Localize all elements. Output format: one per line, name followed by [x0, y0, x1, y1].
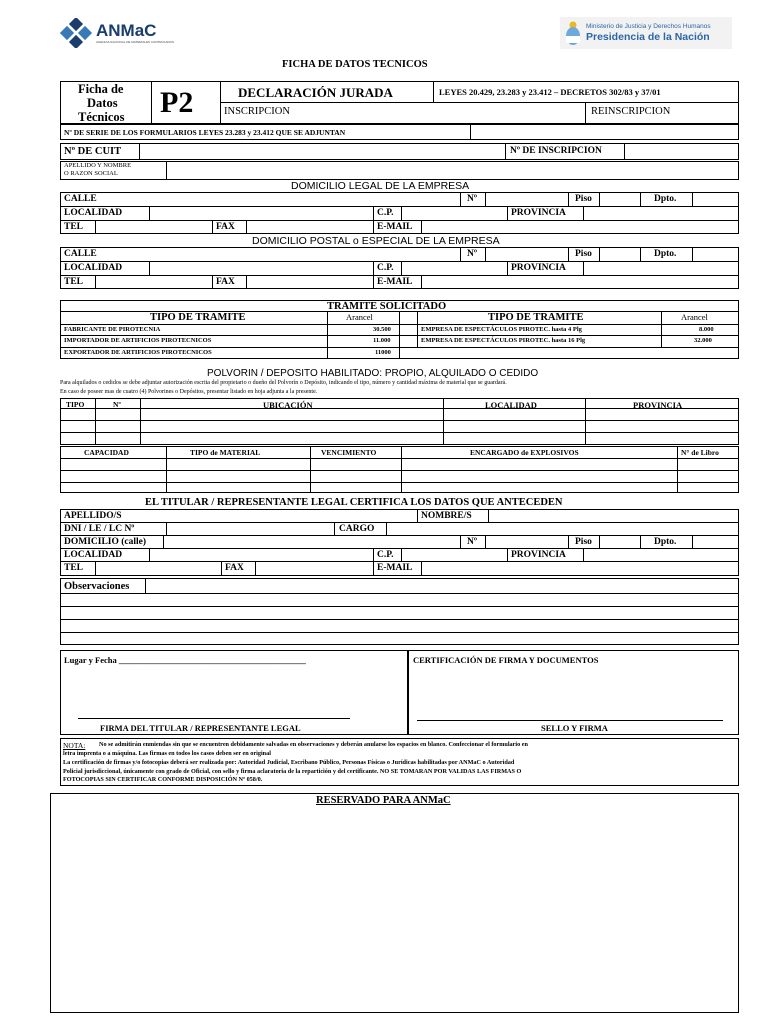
titular-cargo-field[interactable]	[387, 523, 738, 534]
razon-social-field[interactable]	[167, 162, 738, 179]
lugar-fecha-field[interactable]	[130, 652, 400, 666]
argentina-shield-icon	[563, 20, 583, 46]
legal-piso-label: Piso	[575, 194, 592, 204]
polvorin-tipo-header: TIPO	[66, 400, 85, 409]
titular-provincia-label: PROVINCIA	[511, 550, 566, 560]
inscripcion-option[interactable]	[222, 104, 583, 122]
tramite-option-exportador[interactable]	[61, 348, 399, 358]
arancel-left-header: Arancel	[346, 312, 373, 322]
datos-label: Datos	[87, 96, 118, 110]
polvorin-row-1[interactable]	[61, 409, 738, 420]
polvorin-provincia-header: PROVINCIA	[633, 400, 683, 410]
polvorin-row-3[interactable]	[61, 433, 738, 444]
legal-tel-label: TEL	[64, 222, 84, 232]
nota-label: NOTA:	[63, 741, 86, 750]
observaciones-box[interactable]	[60, 578, 739, 645]
reservado-box	[50, 793, 739, 1013]
tramite-exportador-label: EXPORTADOR DE ARTIFICIOS PIROTECNICOS	[64, 349, 212, 356]
titular-nombres-label: NOMBRE/S	[421, 511, 472, 521]
legal-cp-label: C.P.	[377, 208, 394, 218]
lugar-fecha-label: Lugar y Fecha ____________________________________________	[64, 655, 306, 665]
nota-line-3: La certificación de firmas y/o fotocopias deberá ser realizada por: Autoridad Judicial, Escribano Público, Personas Físicas o Jurídicas habilitadas por ANMaC o Autoridad	[63, 759, 515, 766]
ministry-name: Ministerio de Justicia y Derechos Humanos	[586, 23, 711, 30]
titular-domicilio-label: DOMICILIO (calle)	[64, 537, 147, 547]
tramite-espectaculos-4-label: EMPRESA DE ESPECTÁCULOS PIROTEC. hasta 4 Plg	[421, 326, 582, 333]
sello-firma-label: SELLO Y FIRMA	[541, 723, 608, 733]
inscripcion-number-field[interactable]	[625, 144, 738, 159]
nota-line-5: FOTOCOPIAS SIN CERTIFICAR CONFORME DISPOSICIÓN Nº 058/0.	[63, 776, 263, 783]
leyes-decretos: LEYES 20.429, 23.283 y 23.412 – DECRETOS 302/83 y 37/01	[439, 87, 661, 97]
tramite-importador-arancel: 11.000	[373, 337, 391, 344]
capacidad-header: CAPACIDAD	[84, 448, 129, 457]
tramite-fabricante-arancel: 30.500	[373, 326, 391, 333]
polvorin-ubicacion-header: UBICACIÓN	[263, 400, 313, 410]
polvorin-detail-row-3[interactable]	[61, 483, 738, 492]
postal-calle-label: CALLE	[64, 249, 97, 259]
tramite-title: TRÁMITE SOLICITADO	[327, 301, 447, 312]
titular-cargo-label: CARGO	[339, 524, 375, 534]
anmac-logo-subtitle: AGENCIA NACIONAL DE MATERIALES CONTROLADOS	[96, 40, 175, 44]
firma-titular-label: FIRMA DEL TITULAR / REPRESENTANTE LEGAL	[100, 723, 301, 733]
postal-calle-field[interactable]	[110, 248, 459, 260]
titular-dni-field[interactable]	[167, 523, 333, 534]
titular-cp-label: C.P.	[377, 550, 394, 560]
titular-piso-label: Piso	[575, 537, 592, 547]
postal-piso-label: Piso	[575, 249, 592, 259]
polvorin-detail-row-1[interactable]	[61, 459, 738, 470]
titular-apellidos-label: APELLIDO/S	[64, 511, 122, 521]
postal-email-label: E-MAIL	[377, 277, 413, 287]
titular-fax-label: FAX	[225, 563, 244, 573]
titular-numero-label: Nº	[467, 537, 477, 547]
encargado-header: ENCARGADO de EXPLOSIVOS	[470, 448, 579, 457]
polvorin-row-2[interactable]	[61, 421, 738, 432]
polvorin-localidad-header: LOCALIDAD	[485, 400, 537, 410]
anmac-logo-icon	[60, 18, 94, 48]
postal-localidad-label: LOCALIDAD	[64, 263, 123, 273]
titular-nombres-field[interactable]	[489, 510, 738, 521]
reinscripcion-label: REINSCRIPCION	[591, 106, 671, 117]
libro-header: N° de Libro	[681, 448, 719, 457]
legal-localidad-label: LOCALIDAD	[64, 208, 123, 218]
anmac-logo-text: ANMaC	[96, 21, 157, 40]
postal-cp-label: C.P.	[377, 263, 394, 273]
tramite-option-importador[interactable]	[61, 336, 399, 347]
form-title: FICHA DE DATOS TECNICOS	[282, 59, 428, 70]
polvorin-note-1: Para alquilados o cedidos se debe adjuntar autorización escrita del propietario o dueño del Polvorín o Depósito, indicando el tipo, número y cantidad máxima de material que se guardará.	[60, 380, 507, 386]
legal-calle-field[interactable]	[110, 193, 459, 205]
vencimiento-header: VENCIMIENTO	[321, 448, 377, 457]
domicilio-legal-title: DOMICILIO LEGAL DE LA EMPRESA	[291, 180, 470, 192]
tipo-material-header: TIPO de MATERIAL	[190, 448, 261, 457]
certificacion-label: CERTIFICACIÓN DE FIRMA Y DOCUMENTOS	[413, 655, 599, 665]
titular-dpto-label: Dpto.	[654, 537, 677, 547]
titular-apellidos-field[interactable]	[135, 510, 416, 521]
reservado-label: RESERVADO PARA ANMaC	[316, 795, 451, 806]
ministry-logo	[560, 17, 732, 49]
titular-title: EL TITULAR / REPRESENTANTE LEGAL CERTIFICA LOS DATOS QUE ANTECEDEN	[145, 497, 563, 508]
postal-fax-label: FAX	[216, 277, 235, 287]
polvorin-detail-row-2[interactable]	[61, 471, 738, 482]
apellido-label-line2: O RAZON SOCIAL	[64, 170, 118, 177]
tecnicos-label: Técnicos	[78, 110, 125, 124]
declaracion-jurada: DECLARACIÓN JURADA	[238, 85, 393, 100]
cuit-label: Nº DE CUIT	[64, 146, 122, 157]
tipo-tramite-left-header: TIPO DE TRAMITE	[150, 312, 246, 323]
tramite-espectaculos-16-label: EMPRESA DE ESPECTÁCULOS PIROTEC. hasta 16 Plg	[421, 337, 586, 344]
titular-dni-label: DNI / LE / LC Nº	[64, 524, 135, 534]
polvorin-title: POLVORIN / DEPOSITO HABILITADO: PROPIO, ALQUILADO O CEDIDO	[207, 368, 539, 379]
legal-dpto-label: Dpto.	[654, 194, 677, 204]
titular-tel-label: TEL	[64, 563, 84, 573]
legal-calle-label: CALLE	[64, 194, 97, 204]
tramite-espectaculos-16-arancel: 32.000	[694, 337, 712, 344]
legal-numero-label: Nº	[467, 194, 477, 204]
serie-field[interactable]	[471, 125, 737, 139]
reinscripcion-option[interactable]	[587, 104, 737, 122]
ficha-label: Ficha de	[78, 82, 124, 96]
polvorin-note-2: En caso de poseer mas de cuatro (4) Polvorines o Depósitos, presentar listado en hoja adjunta a la presente.	[60, 389, 318, 395]
legal-provincia-label: PROVINCIA	[511, 208, 566, 218]
legal-email-label: E-MAIL	[377, 222, 413, 232]
nota-line-4: Policial jurisdiccional, únicamente con grado de Oficial, con sello y firma aclaratoria de la repartición y del certificante. NO SE TOMARAN POR VALIDAS LAS FIRMAS O	[63, 768, 522, 775]
legal-fax-label: FAX	[216, 222, 235, 232]
apellido-label-line1: APELLIDO Y NOMBRE	[64, 162, 132, 169]
presidency-name: Presidencia de la Nación	[586, 31, 710, 43]
postal-tel-label: TEL	[64, 277, 84, 287]
titular-email-label: E-MAIL	[377, 563, 413, 573]
titular-localidad-label: LOCALIDAD	[64, 550, 123, 560]
postal-provincia-label: PROVINCIA	[511, 263, 566, 273]
domicilio-postal-title: DOMICILIO POSTAL o ESPECIAL DE LA EMPRESA	[252, 235, 500, 247]
serie-label: Nº DE SERIE DE LOS FORMULARIOS LEYES 23.283 y 23.412 QUE SE ADJUNTAN	[64, 128, 346, 137]
tramite-option-espectaculos-4[interactable]	[418, 325, 738, 335]
inscripcion-number-label: Nº DE INSCRIPCION	[510, 146, 602, 156]
arancel-right-header: Arancel	[681, 312, 708, 322]
polvorin-numero-header: Nº	[113, 400, 121, 409]
tramite-fabricante-label: FABRICANTE DE PIROTECNIA	[64, 326, 161, 333]
tramite-exportador-arancel: 11000	[375, 349, 391, 356]
nota-line-1: No se admitirán enmiendas sin que se encuentren debidamente salvadas en observaciones y deberán anularse los espacios en blanco. Confeccionar el formulario en	[99, 741, 528, 748]
tramite-option-fabricante[interactable]	[61, 325, 399, 335]
postal-dpto-label: Dpto.	[654, 249, 677, 259]
tramite-importador-label: IMPORTADOR DE ARTIFICIOS PIROTECNICOS	[64, 337, 212, 344]
postal-numero-label: Nº	[467, 249, 477, 259]
observaciones-label: Observaciones	[64, 581, 130, 592]
tramite-espectaculos-4-arancel: 8.000	[699, 326, 714, 333]
tramite-option-espectaculos-16[interactable]	[418, 336, 738, 347]
cuit-field[interactable]	[140, 144, 504, 159]
nota-line-2: letra imprenta o a máquina. Las firmas en todos los casos deben ser en original	[63, 750, 271, 757]
inscripcion-label: INSCRIPCION	[224, 106, 290, 117]
anmac-logo	[60, 18, 180, 48]
form-code: P2	[160, 86, 194, 119]
tipo-tramite-right-header: TIPO DE TRAMITE	[488, 312, 584, 323]
